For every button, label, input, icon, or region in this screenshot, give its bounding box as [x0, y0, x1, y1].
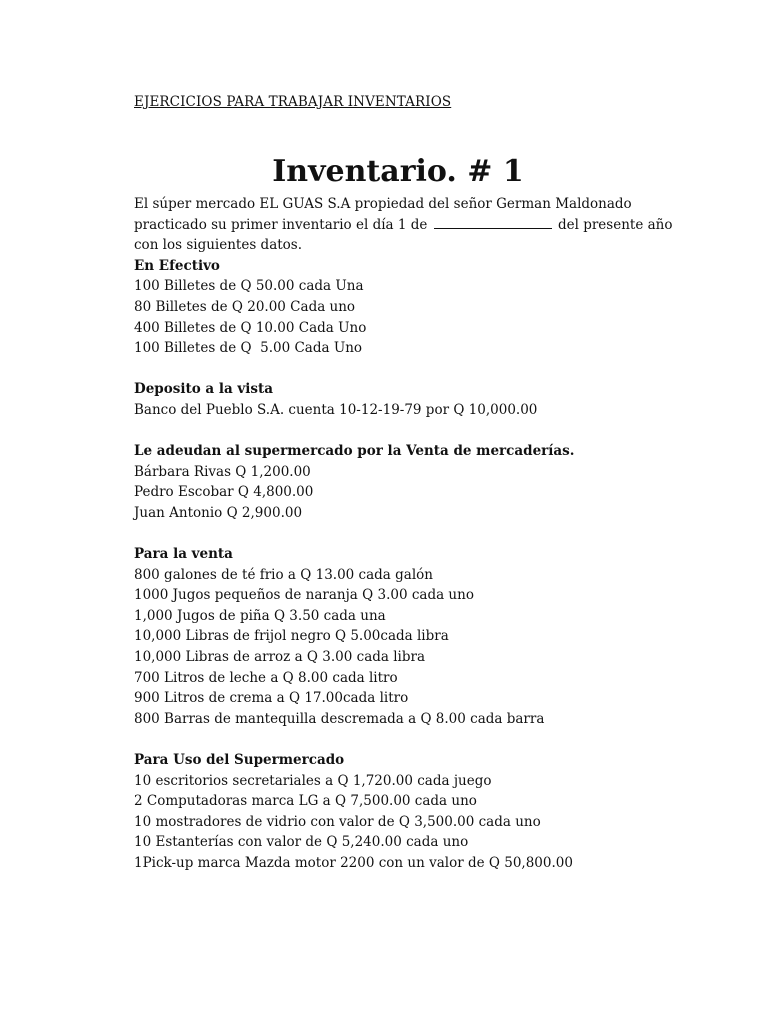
document-heading: EJERCICIOS PARA TRABAJAR INVENTARIOS	[134, 94, 452, 110]
list-item: Banco del Pueblo S.A. cuenta 10-12-19-79 por Q 10,000.00	[134, 401, 538, 418]
list-item: 80 Billetes de Q 20.00 Cada uno	[134, 298, 356, 315]
list-item: 2 Computadoras marca LG a Q 7,500.00 cada uno	[134, 793, 477, 810]
section-title-uso: Para Uso del Supermercado	[134, 752, 345, 769]
list-item: Juan Antonio Q 2,900.00	[134, 504, 303, 521]
intro-text-before-blank: practicado su primer inventario el día 1 de	[134, 216, 428, 233]
section-spacer	[134, 729, 694, 750]
list-item: 10,000 Libras de frijol negro Q 5.00cada libra	[134, 628, 449, 645]
list-item: 1000 Jugos pequeños de naranja Q 3.00 cada uno	[134, 587, 474, 604]
intro-line-with-blank	[134, 215, 694, 236]
list-item: 100 Billetes de Q 50.00 cada Una	[134, 278, 364, 295]
list-item: 800 galones de té frio a Q 13.00 cada galón	[134, 566, 433, 583]
intro-line: con los siguientes datos.	[134, 237, 303, 254]
intro-text-after-blank: del presente año	[557, 216, 673, 233]
list-item: 10 Estanterías con valor de Q 5,240.00 cada uno	[134, 834, 469, 851]
list-item: 10 mostradores de vidrio con valor de Q 3,500.00 cada uno	[134, 813, 541, 830]
section-title-efectivo: En Efectivo	[134, 257, 220, 274]
intro-line: El súper mercado EL GUAS S.A propiedad del señor German Maldonado	[134, 196, 632, 212]
document-title: Inventario. # 1	[272, 154, 524, 189]
section-spacer	[134, 524, 694, 545]
section-spacer	[134, 359, 694, 380]
section-title-venta: Para la venta	[134, 546, 233, 563]
list-item: 100 Billetes de Q 5.00 Cada Uno	[134, 340, 363, 357]
list-item: 700 Litros de leche a Q 8.00 cada litro	[134, 669, 398, 686]
list-item: 400 Billetes de Q 10.00 Cada Uno	[134, 319, 367, 336]
section-spacer	[134, 421, 694, 442]
list-item: 800 Barras de mantequilla descremada a Q 8.00 cada barra	[134, 710, 545, 727]
list-item: 1,000 Jugos de piña Q 3.50 cada una	[134, 607, 386, 624]
section-title-deposito: Deposito a la vista	[134, 381, 273, 398]
document-body	[134, 194, 694, 874]
list-item: 1Pick-up marca Mazda motor 2200 con un valor de Q 50,800.00	[134, 855, 573, 871]
list-item: 10 escritorios secretariales a Q 1,720.00 cada juego	[134, 772, 492, 789]
list-item: 900 Litros de crema a Q 17.00cada litro	[134, 690, 409, 707]
list-item: Bárbara Rivas Q 1,200.00	[134, 463, 311, 480]
date-blank-line	[434, 218, 552, 229]
section-title-adeudan: Le adeudan al supermercado por la Venta de mercaderías.	[134, 443, 575, 460]
list-item: Pedro Escobar Q 4,800.00	[134, 484, 314, 501]
list-item: 10,000 Libras de arroz a Q 3.00 cada libra	[134, 649, 426, 666]
